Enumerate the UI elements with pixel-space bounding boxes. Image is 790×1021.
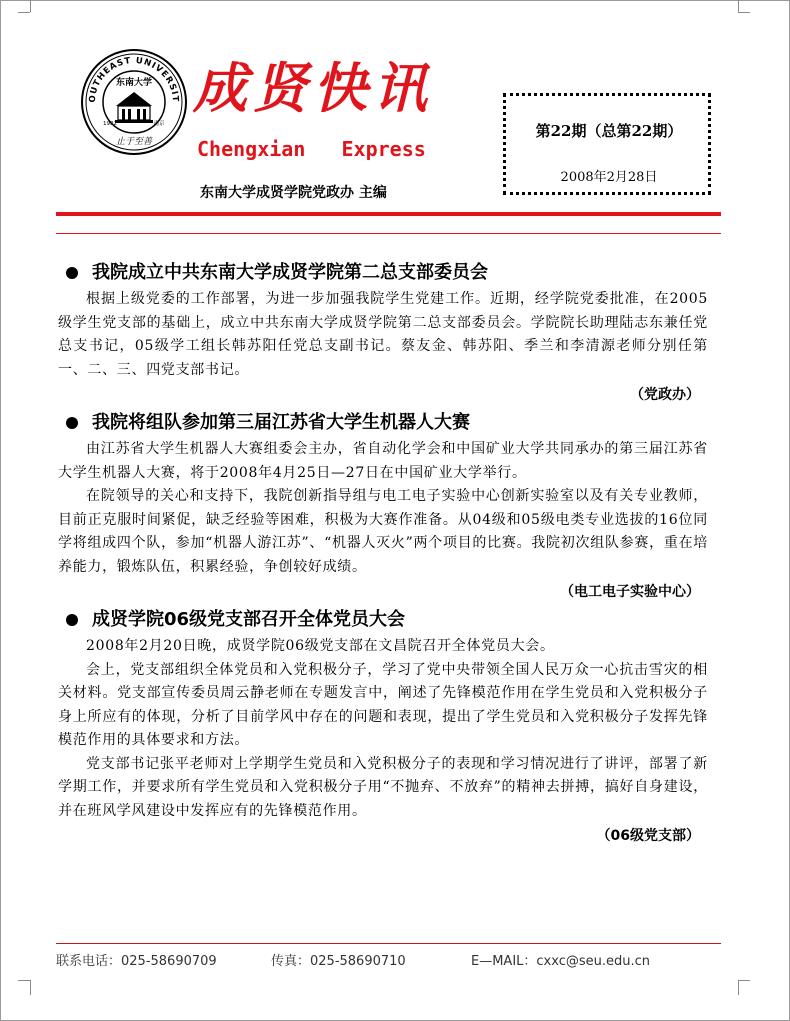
article xyxy=(58,258,708,408)
article-headline-text: 我院成立中共东南大学成贤学院第二总支部委员会 xyxy=(92,262,488,283)
article-list xyxy=(58,258,708,849)
article-headline xyxy=(58,258,708,288)
seal-year: 1902 xyxy=(103,121,117,127)
editor-line: 东南大学成贤学院党政办 主编 xyxy=(200,185,387,201)
bullet-icon xyxy=(66,417,78,429)
seal-icon xyxy=(80,48,188,156)
article-headline xyxy=(58,408,708,438)
article-source: （电工电子实验中心） xyxy=(560,584,700,600)
seal-center-text: 东南大学 xyxy=(115,78,153,88)
header-rule-thin xyxy=(56,233,721,234)
article xyxy=(58,408,708,605)
footer-fax: 传真：025-58690710 xyxy=(271,954,406,969)
crop-mark xyxy=(738,12,750,13)
issue-box xyxy=(503,93,711,195)
newsletter-title: 成贤快讯 xyxy=(193,56,433,120)
header-rule-thick xyxy=(56,212,721,216)
footer-phone: 联系电话：025-58690709 xyxy=(56,954,217,969)
bullet-icon xyxy=(66,614,78,626)
article-headline-text: 我院将组队参加第三届江苏省大学生机器人大赛 xyxy=(92,412,470,433)
crop-mark xyxy=(30,0,31,12)
footer-email: E—MAIL：cxxc@seu.edu.cn xyxy=(471,954,651,969)
bullet-icon xyxy=(66,267,78,279)
crop-mark xyxy=(738,980,750,981)
seal-motto: 止于至善 xyxy=(115,137,153,147)
seal-ring-text: OUTHEAST UNIVERSIT xyxy=(87,55,181,103)
article-paragraph: 2008年2月20日晚，成贤学院06级党支部在文昌院召开全体党员大会。 xyxy=(86,638,555,654)
issue-number: 第22期（总第22期） xyxy=(535,122,683,140)
seal-city: 南京 xyxy=(153,121,165,127)
article-source: （党政办） xyxy=(630,387,700,403)
footer-rule xyxy=(56,943,721,944)
article-paragraph: 党支部书记张平老师对上学期学生党员和入党积极分子的表现和学习情况进行了讲评，部署了新学期工作，并要求所有学生党员和入党积极分子用“不抛弃、不放弃”的精神去拼搏，搞好自身建设，并在班风学风建设中发挥应有的先锋模范作用。 xyxy=(58,755,708,819)
article-headline-text: 成贤学院06级党支部召开全体党员大会 xyxy=(92,609,406,630)
article-paragraph: 在院领导的关心和支持下，我院创新指导组与电工电子实验中心创新实验室以及有关专业教师，目前正克服时间紧促，缺乏经验等困难，积极为大赛作准备。从04级和05级电类专业选拔的16位同学将组成四个队，参加“机器人游江苏”、“机器人灭火”两个项目的比赛。我院初次组队参赛，重在培养能力，锻炼队伍，积累经验，争创较好成绩。 xyxy=(58,488,708,575)
article-headline xyxy=(58,605,708,635)
newsletter-title-english: Chengxian Express xyxy=(197,137,426,161)
article-paragraph: 由江苏省大学生机器人大赛组委会主办，省自动化学会和中国矿业大学共同承办的第三届江苏省大学生机器人大赛，将于2008年4月25日—27日在中国矿业大学举行。 xyxy=(58,441,708,481)
crop-mark xyxy=(738,980,739,995)
article-paragraph: 会上，党支部组织全体党员和入党积极分子，学习了党中央带领全国人民万众一心抗击雪灾的相关材料。党支部宣传委员周云静老师在专题发言中，阐述了先锋模范作用在学生党员和入党积极分子身上所应有的体现，分析了目前学风中存在的问题和表现，提出了学生党员和入党积极分子发挥先锋模范作用的具体要求和方法。 xyxy=(58,661,708,748)
article xyxy=(58,605,708,849)
crop-mark xyxy=(18,980,30,981)
university-logo xyxy=(80,48,188,156)
article-source: （06级党支部） xyxy=(596,828,700,844)
crop-mark xyxy=(30,980,31,995)
article-paragraph: 根据上级党委的工作部署，为进一步加强我院学生党建工作。近期，经学院党委批准，在2005级学生党支部的基础上，成立中共东南大学成贤学院第二总支部委员会。学院院长助理陆志东兼任党总支书记，05级学工组长韩苏阳任党总支副书记。蔡友金、韩苏阳、季兰和李清源老师分别任第一、二、三、四党支部书记。 xyxy=(58,291,708,378)
crop-mark xyxy=(18,12,30,13)
issue-date: 2008年2月28日 xyxy=(560,170,658,185)
crop-mark xyxy=(738,0,739,12)
